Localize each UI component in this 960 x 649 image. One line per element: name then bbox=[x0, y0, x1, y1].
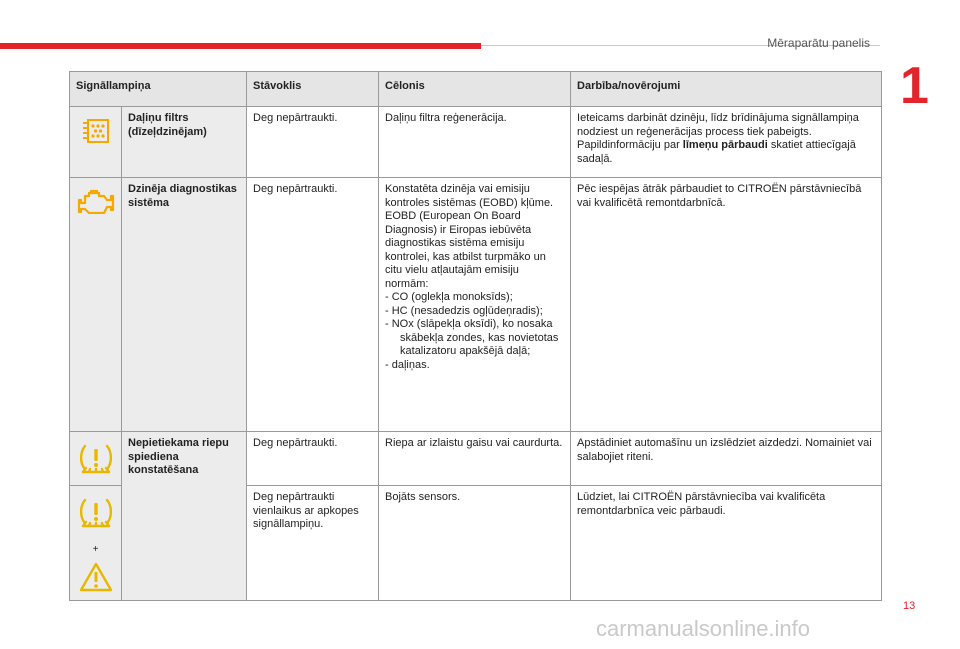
col-header-action: Darbība/novērojumi bbox=[571, 72, 882, 107]
icon-cell bbox=[70, 486, 122, 601]
tyre-pressure-icon bbox=[78, 496, 114, 530]
icon-cell bbox=[70, 178, 122, 432]
action-cell: Apstādiniet automašīnu un izslēdziet aizdedzi. Nomainiet vai salabojiet riteni. bbox=[571, 432, 882, 486]
list-item: - HC (nesadedzis ogļūdeņradis); bbox=[385, 304, 543, 317]
action-text: skatiet attiecīgajā sadaļā. bbox=[577, 139, 856, 165]
col-header-cause: Cēlonis bbox=[379, 72, 571, 107]
table-row bbox=[70, 178, 882, 432]
action-cell bbox=[571, 107, 882, 178]
tyre-pressure-icon bbox=[78, 442, 114, 476]
header-red-bar bbox=[0, 43, 481, 49]
indicator-name: Dzinēja diagnostikas sistēma bbox=[122, 178, 247, 432]
table-header-row bbox=[70, 72, 882, 107]
cause-cell: Bojāts sensors. bbox=[379, 486, 571, 601]
section-title: Mēraparātu panelis bbox=[767, 36, 870, 50]
action-bold-link-text: līmeņu pārbaudi bbox=[682, 139, 768, 151]
engine-icon bbox=[77, 188, 115, 214]
state-cell: Deg nepārtraukti. bbox=[247, 432, 379, 486]
chapter-number: 1 bbox=[900, 57, 929, 115]
state-cell: Deg nepārtraukti. bbox=[247, 107, 379, 178]
page-number: 13 bbox=[903, 600, 916, 612]
list-item: - NOx (slāpekļa oksīdi), ko nosaka skābekļa zondes, kas novietotas katalizatoru apakšējā daļā; bbox=[385, 318, 559, 357]
action-text: Papildinformāciju par bbox=[577, 139, 683, 151]
warning-triangle-icon bbox=[79, 562, 113, 592]
indicator-name: Nepietiekama riepu spiediena konstatēšana bbox=[122, 432, 247, 601]
col-header-indicator: Signāllampiņa bbox=[70, 72, 247, 107]
action-cell: Lūdziet, lai CITROËN pārstāvniecība vai kvalificēta remontdarbnīca veic pārbaudi. bbox=[571, 486, 882, 601]
cause-text: EOBD (European On Board Diagnosis) ir Eiropas iebūvēta diagnostikas sistēma emisiju kontrolei, kas atbilst turpmāko un citu vielu atļautajām emisiju normām: bbox=[385, 210, 546, 290]
particle-filter-icon bbox=[79, 117, 113, 145]
cause-cell: Riepa ar izlaistu gaisu vai caurdurta. bbox=[379, 432, 571, 486]
watermark-text: carmanualsonline.info bbox=[596, 616, 811, 641]
action-cell: Pēc iespējas ātrāk pārbaudiet to CITROËN pārstāvniecībā vai kvalificētā remontdarbnīcā. bbox=[571, 178, 882, 432]
cause-cell bbox=[379, 178, 571, 432]
list-item: - daļiņas. bbox=[385, 358, 430, 371]
cause-cell: Daļiņu filtra reģenerācija. bbox=[379, 107, 571, 178]
action-text: Ieteicams darbināt dzinēju, līdz brīdinājuma signāllampiņa nodziest un reģenerācijas process tiek pabeigts. bbox=[577, 112, 859, 138]
indicator-name: Daļiņu filtrs (dīzeļdzinējam) bbox=[122, 107, 247, 178]
warning-lights-table bbox=[69, 71, 882, 601]
list-item: - CO (oglekļa monoksīds); bbox=[385, 291, 513, 303]
table-row bbox=[70, 107, 882, 178]
state-cell: Deg nepārtraukti vienlaikus ar apkopes signāllampiņu. bbox=[247, 486, 379, 601]
icon-cell bbox=[70, 432, 122, 486]
icon-cell bbox=[70, 107, 122, 178]
plus-sign: + bbox=[92, 543, 99, 555]
state-cell: Deg nepārtraukti. bbox=[247, 178, 379, 432]
table-row bbox=[70, 432, 882, 486]
cause-text: Konstatēta dzinēja vai emisiju kontroles sistēmas (EOBD) kļūme. bbox=[385, 183, 554, 209]
col-header-state: Stāvoklis bbox=[247, 72, 379, 107]
